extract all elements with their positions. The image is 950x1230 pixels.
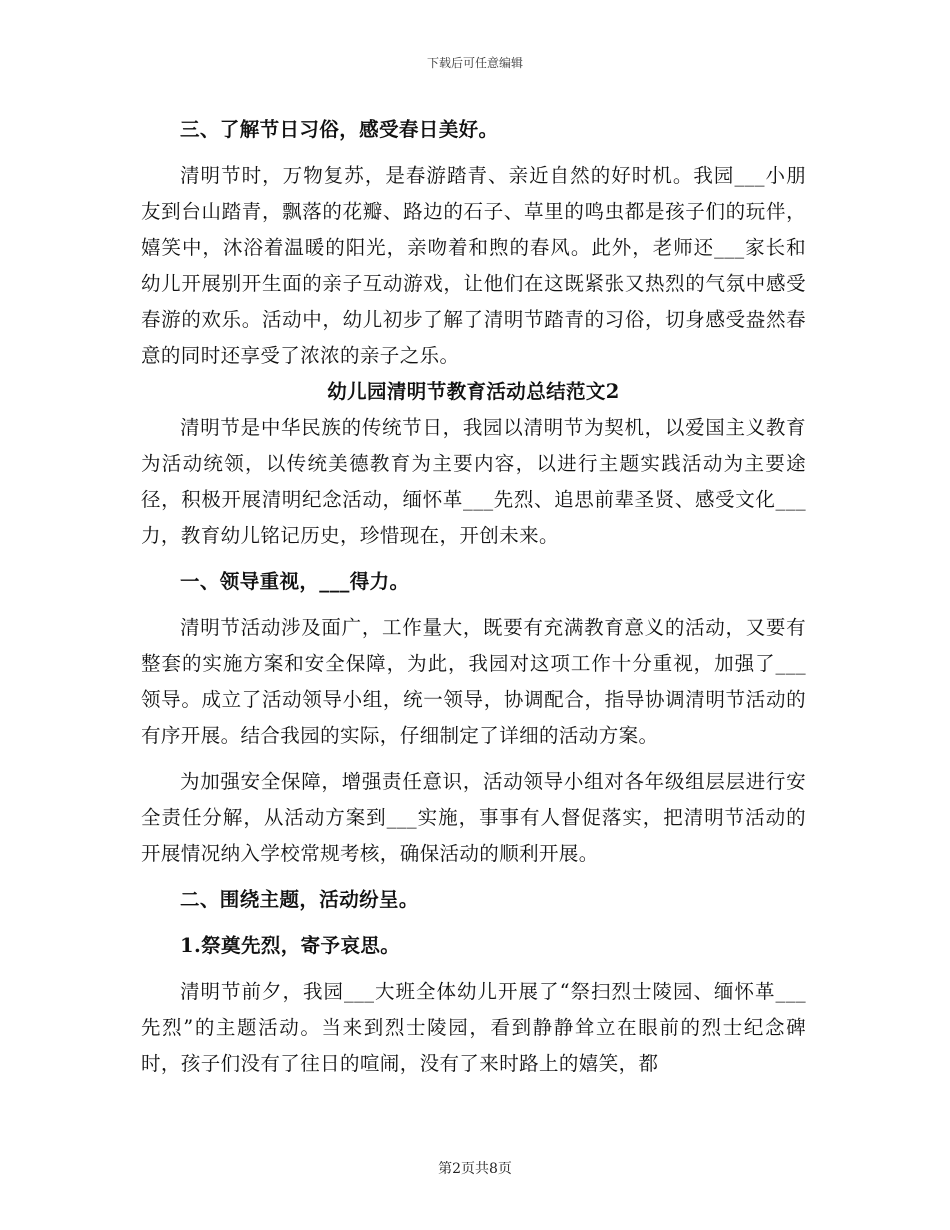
section-heading-activities: 二、围绕主题，活动纷呈。 [180,888,419,911]
document-title: 幼儿园清明节教育活动总结范文2 [327,380,620,403]
page-header: 下载后可任意编辑 [426,56,523,70]
paragraph-tribute: 清明节前夕，我园___大班全体幼儿开展了“祭扫烈士陵园、缅怀革___先烈”的主题活动。当来到烈士陵园，看到静静耸立在眼前的烈士纪念碑时，孩子们没有了往日的喧闹，没有了来时路上的嬉笑，都 [141,980,806,1075]
page-footer: 第2页共8页 [438,1161,512,1177]
section-heading-customs: 三、了解节日习俗，感受春日美好。 [180,118,499,141]
document-body [141,112,806,1082]
paragraph-leadership: 清明节活动涉及面广，工作量大，既要有充满教育意义的活动，又要有整套的实施方案和安全保障，为此，我园对这项工作十分重视，加强了___领导。成立了活动领导小组，统一领导，协调配合，指导协调清明节活动的有序开展。结合我园的实际，仔细制定了详细的活动方案。 [141,616,806,747]
section-heading-leadership: 一、领导重视，___得力。 [180,570,410,593]
paragraph-safety: 为加强安全保障，增强责任意识，活动领导小组对各年级组层层进行安全责任分解，从活动方案到___实施，事事有人督促落实，把清明节活动的开展情况纳入学校常规考核，确保活动的顺利开展。 [141,770,806,865]
subsection-heading-tribute: 1.祭奠先烈，寄予哀思。 [180,934,401,957]
paragraph-spring-outing: 清明节时，万物复苏，是春游踏青、亲近自然的好时机。我园___小朋友到台山踏青，飘落的花瓣、路边的石子、草里的鸣虫都是孩子们的玩伴，嬉笑中，沐浴着温暖的阳光，亲吻着和煦的春风。此外，老师还___家长和幼儿开展别开生面的亲子互动游戏，让他们在这既紧张又热烈的气氛中感受春游的欢乐。活动中，幼儿初步了解了清明节踏青的习俗，切身感受盎然春意的同时还享受了浓浓的亲子之乐。 [141,164,806,367]
paragraph-intro: 清明节是中华民族的传统节日，我园以清明节为契机，以爱国主义教育为活动统领，以传统美德教育为主要内容，以进行主题实践活动为主要途径，积极开展清明纪念活动，缅怀革___先烈、追思前辈圣贤、感受文化___力，教育幼儿铭记历史，珍惜现在，开创未来。 [141,416,806,547]
